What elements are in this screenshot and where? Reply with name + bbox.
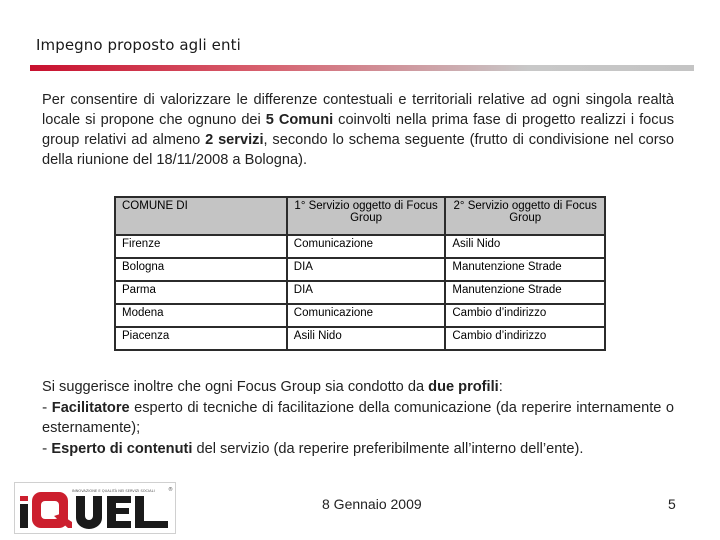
- esperto-text: del servizio (da reperire preferibilmente all’interno dell’ente).: [192, 440, 584, 457]
- cell-servizio-1: Comunicazione: [287, 304, 446, 327]
- svg-text:®: ®: [168, 487, 173, 493]
- cell-servizio-2: Asili Nido: [445, 235, 605, 258]
- cell-comune: Parma: [115, 281, 287, 304]
- suggestion-line: [42, 377, 674, 398]
- intro-text-1: Per consentire di valorizzare le differenze contestuali e territoriali relative ad ogni singola realtà locale si propone che ognuno dei: [42, 92, 674, 128]
- title-divider-bar: [30, 65, 694, 71]
- cell-servizio-2: Manutenzione Strade: [445, 258, 605, 281]
- facilitatore-text: esperto di tecniche di facilitazione della comunicazione (da reperire internamente o esternamente);: [42, 399, 674, 436]
- header-servizio-2: 2° Servizio oggetto di Focus Group: [445, 197, 605, 235]
- page-number: 5: [668, 496, 676, 512]
- cell-comune: Bologna: [115, 258, 287, 281]
- header-comune: COMUNE DI: [115, 197, 287, 235]
- cell-servizio-2: Cambio d’indirizzo: [445, 304, 605, 327]
- list-item-esperto: [42, 439, 674, 460]
- table-row: [115, 327, 605, 350]
- suggestion-colon: :: [498, 379, 503, 395]
- iquel-logo: [14, 482, 176, 534]
- cell-servizio-2: Manutenzione Strade: [445, 281, 605, 304]
- cell-comune: Firenze: [115, 235, 287, 258]
- slide-title: Impegno proposto agli enti: [36, 36, 241, 54]
- table-row: [115, 304, 605, 327]
- cell-servizio-2: Cambio d’indirizzo: [445, 327, 605, 350]
- facilitatore-label: Facilitatore: [51, 399, 130, 416]
- cell-servizio-1: Comunicazione: [287, 235, 446, 258]
- cell-comune: Modena: [115, 304, 287, 327]
- cell-servizio-1: Asili Nido: [287, 327, 446, 350]
- list-item-facilitatore: [42, 398, 674, 439]
- focus-group-table: [114, 196, 606, 351]
- intro-text-2: coinvolti nella prima fase di progetto realizzi i focus group relativi ad almeno: [42, 112, 674, 148]
- cell-servizio-1: DIA: [287, 258, 446, 281]
- suggestion-bold-profili: due profili: [428, 379, 499, 395]
- table-row: [115, 258, 605, 281]
- cell-servizio-1: DIA: [287, 281, 446, 304]
- table-header-row: [115, 197, 605, 235]
- dash-bullet: -: [42, 439, 48, 457]
- suggestion-text: Si suggerisce inoltre che ogni Focus Group sia condotto da: [42, 379, 429, 395]
- table-row: [115, 281, 605, 304]
- header-servizio-1: 1° Servizio oggetto di Focus Group: [287, 197, 446, 235]
- logo-tagline: INNOVAZIONE E QUALITÀ NEI SERVIZI SOCIALI: [72, 489, 155, 493]
- intro-bold-servizi: 2 servizi: [205, 132, 264, 148]
- dash-bullet: -: [42, 398, 48, 416]
- table-row: [115, 235, 605, 258]
- esperto-label: Esperto di contenuti: [51, 440, 193, 457]
- suggestion-block: [42, 377, 674, 459]
- intro-bold-comuni: 5 Comuni: [265, 112, 334, 128]
- footer-date: 8 Gennaio 2009: [322, 496, 422, 512]
- cell-comune: Piacenza: [115, 327, 287, 350]
- intro-paragraph: [42, 90, 674, 170]
- intro-text-3: , secondo lo schema seguente (frutto di condivisione nel corso della riunione del 18/11/2008 a Bologna).: [42, 132, 675, 168]
